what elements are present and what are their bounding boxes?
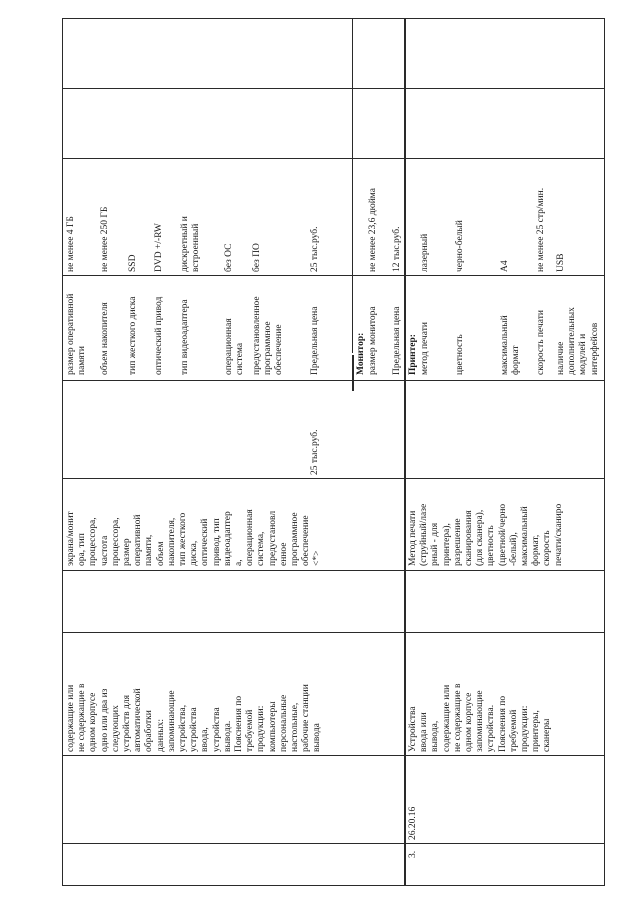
param-value-ram: не менее 4 ГБ — [66, 216, 76, 272]
col-sep-characteristics — [62, 478, 604, 479]
price-note: 25 тыс.руб. — [310, 429, 320, 475]
monitor-header: Монитор: — [356, 332, 366, 375]
okpd-code: 26.20.16 — [408, 806, 418, 840]
col-sep-okei — [62, 380, 604, 381]
monitor-separator-upper — [352, 18, 353, 353]
param-value-storage: не менее 250 ГБ — [100, 206, 110, 272]
param-value-print-method: лазерный — [420, 233, 430, 272]
product-characteristics: Метод печати (струйный/лазе рный - для принтера), разрешение сканирования (для сканера), цветность (цветной/черно -белый), максимальный формат, скорость печати/сканиро — [408, 503, 564, 566]
monitor-separator-top — [352, 355, 354, 391]
row-number: 3. — [408, 850, 418, 858]
col-sep-name — [62, 632, 604, 633]
param-value-disk-type: SSD — [128, 254, 138, 272]
param-name-print-speed: скорость печати — [536, 310, 546, 375]
param-name-disk-type: тип жесткого диска — [128, 296, 138, 375]
param-value-software: без ПО — [252, 243, 262, 272]
param-name-print-method: метод печати — [420, 322, 430, 375]
table-border-bottom — [62, 885, 604, 886]
param-value-monitor-size: не менее 23,6 дюйма — [368, 188, 378, 272]
col-sep-param-value — [62, 158, 604, 159]
product-name: Устройства ввода или вывода, содержащие или не содержащие в одном корпусе запоминающие устройства. Пояснения по требуемой продукции: принтеры, сканеры — [408, 683, 553, 752]
param-value-print-speed: не менее 25 стр/мин. — [536, 187, 546, 272]
param-value-monitor-price: 12 тыс.руб. — [392, 226, 402, 272]
col-sep-extra — [62, 88, 604, 89]
param-value-interfaces: USB — [556, 253, 566, 272]
param-name-interfaces: наличие дополнительных модулей и интерфейсов — [556, 307, 600, 375]
col-sep-param-name — [62, 275, 604, 276]
param-value-price-limit: 25 тыс.руб. — [310, 226, 320, 272]
param-name-monitor-price: Предельная цена — [392, 306, 402, 375]
param-value-os: без ОС — [224, 243, 234, 272]
table-border-right — [604, 18, 605, 886]
col-sep-number — [62, 843, 604, 844]
param-name-color: цветность — [455, 334, 465, 375]
param-name-format: максимальный формат — [500, 315, 522, 375]
param-name-software: предустановленное программное обеспечение — [252, 296, 285, 375]
param-value-video-adapter: дискретный и встроенный — [180, 216, 202, 272]
param-name-video-adapter: тип видеоадаптера — [180, 299, 190, 375]
param-name-optical-drive: оптический привод — [154, 296, 164, 375]
param-value-format: А4 — [500, 260, 510, 272]
param-name-os: операционная система — [224, 318, 246, 375]
product-name-continued: содержащие или не содержащие в одном корпусе одно или два из следующих устройств для автоматической обработки данных: запоминающие устройства, устройства ввода, устройства вывода. Пояснения по требуемой продукции: компьютеры персональные настольные, рабочие станции вывода — [66, 683, 323, 752]
param-name-storage: объем накопителя — [100, 302, 110, 375]
printer-header: Принтер: — [408, 334, 418, 375]
param-value-optical-drive: DVD +/-RW — [154, 223, 164, 272]
product-characteristics-continued: экрана/монит ора, тип процессора, частота процессора, размер оперативной памяти, объем накопителя, тип жесткого диска, оптический привод, тип видеоадаптер а, операционная система, предустановл енное программное обеспечение <*> — [66, 509, 323, 566]
param-name-monitor-size: размер монитора — [368, 306, 378, 375]
param-name-price-limit: Предельная цена — [310, 306, 320, 375]
table-border-top — [62, 18, 604, 19]
param-name-ram: размер оперативной памяти — [66, 293, 88, 375]
col-sep-code — [62, 755, 604, 756]
param-value-color: черно-белый — [455, 220, 465, 272]
col-sep-unit — [62, 570, 604, 571]
